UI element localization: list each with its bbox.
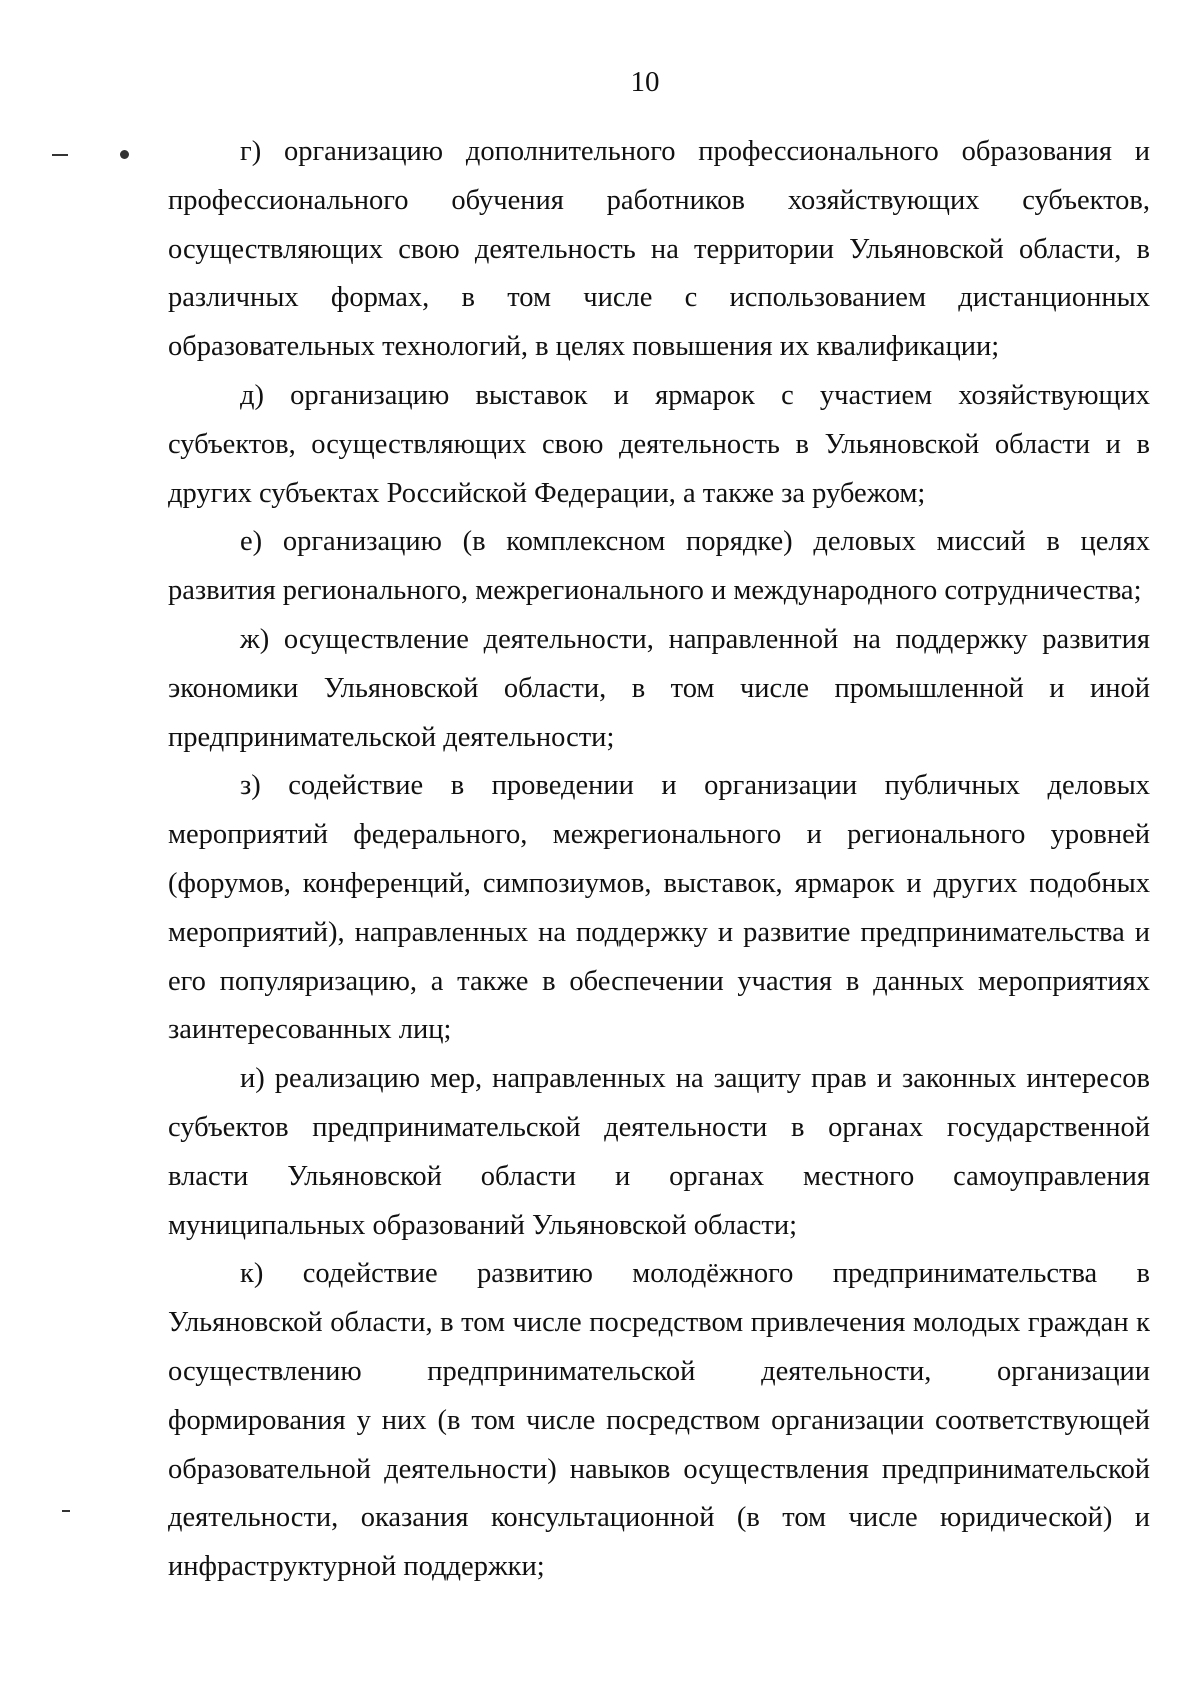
paragraph-i: и) реализацию мер, направленных на защиту прав и законных интересов субъектов предпринимательской деятельности в органах государственной власти Ульяновской области и органах местного самоуправления муниципальных образований Ульяновской области; (168, 1063, 1150, 1241)
paragraph-g: г) организацию дополнительного профессионального образования и профессионального обучения работников хозяйствующих субъектов, осуществляющих свою деятельность на территории Ульяновской области, в различных формах, в том числе с использованием дистанционных образовательных технологий, в целях повышения их квалификации; (168, 136, 1150, 363)
paragraph-zh: ж) осуществление деятельности, направленной на поддержку развития экономики Ульяновской области, в том числе промышленной и иной предпринимательской деятельности; (168, 623, 1150, 753)
scan-mark-dot (62, 1510, 70, 1512)
paragraph-e: е) организацию (в комплексном порядке) деловых миссий в целях развития регионального, межрегионального и международного сотрудничества; (168, 526, 1150, 607)
paragraph-d: д) организацию выставок и ярмарок с участием хозяйствующих субъектов, осуществляющих свою деятельность в Ульяновской области и в других субъектах Российской Федерации, а также за рубежом; (168, 379, 1150, 509)
paragraph-z: з) содействие в проведении и организации публичных деловых мероприятий федерального, межрегионального и регионального уровней (форумов, конференций, симпозиумов, выставок, ярмарок и других подобных мероприятий), направленных на поддержку и развитие предпринимательства и его популяризацию, а также в обеспечении участия в данных мероприятиях заинтересованных лиц; (168, 770, 1150, 1046)
scan-mark-cross (120, 150, 129, 159)
document-body (168, 128, 1150, 1592)
page-number: 10 (630, 66, 660, 98)
paragraph-k: к) содействие развитию молодёжного предпринимательства в Ульяновской области, в том числе посредством привлечения молодых граждан к осуществлению предпринимательской деятельности, организации формирования у них (в том числе посредством организации соответствующей образовательной деятельности) навыков осуществления предпринимательской деятельности, оказания консультационной (в том числе юридической) и инфраструктурной поддержки; (168, 1258, 1150, 1583)
scan-mark-dash (52, 154, 68, 156)
